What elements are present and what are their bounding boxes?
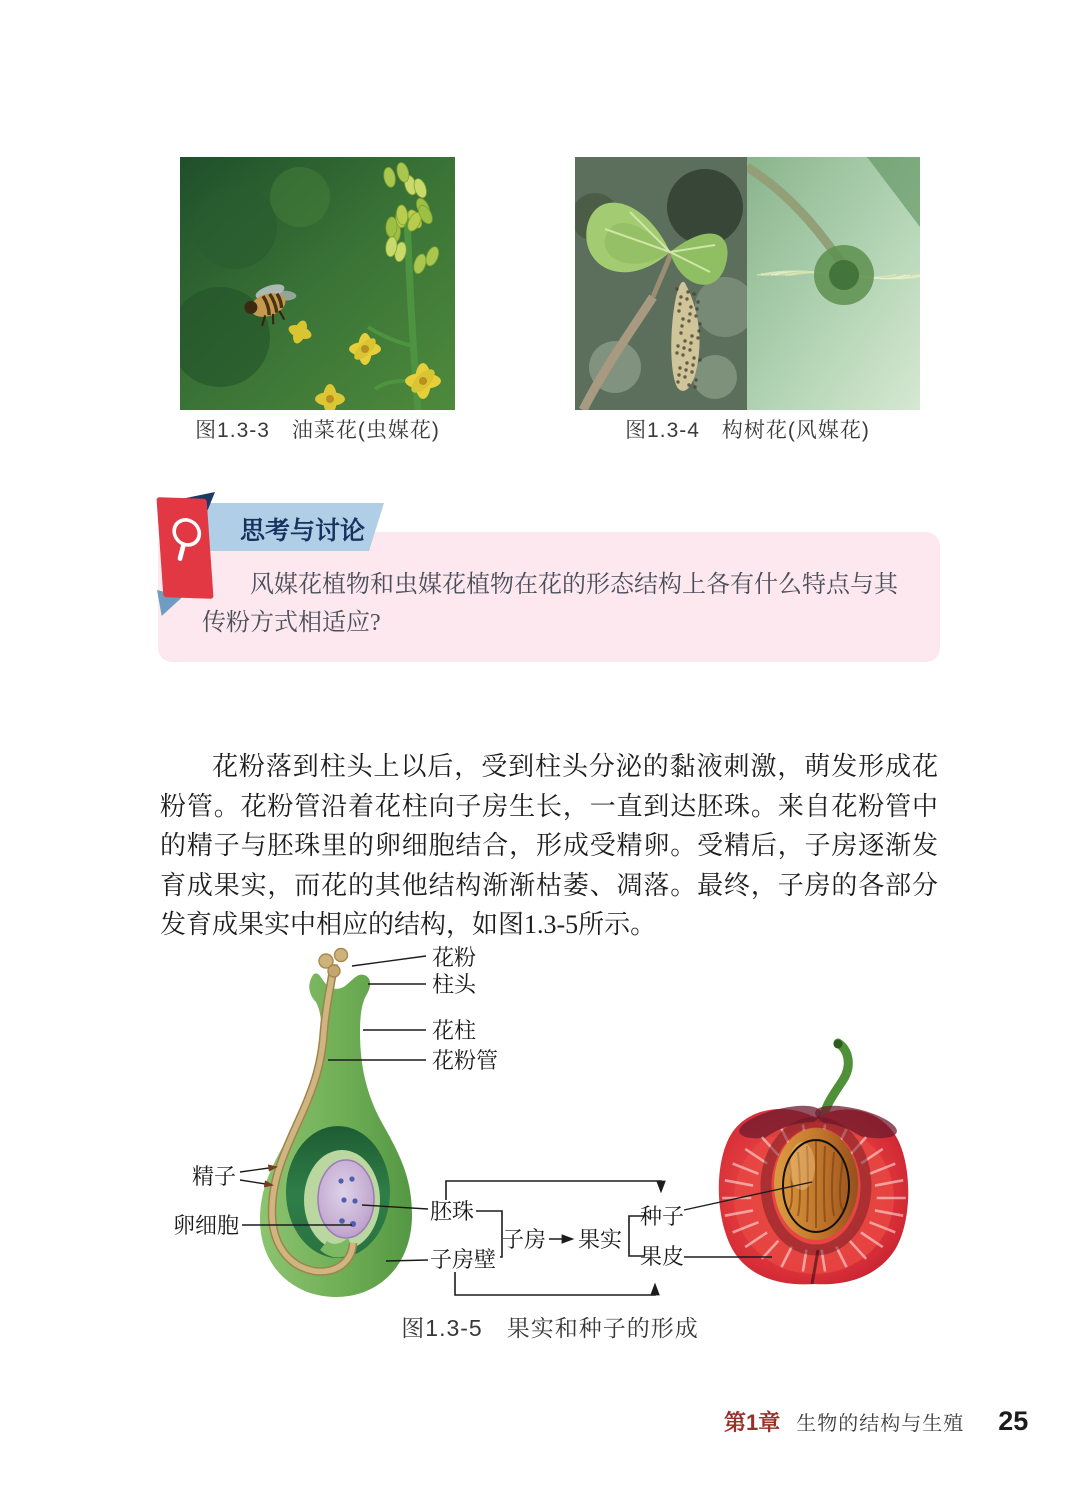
figure-caption-134: 图1.3-4 构树花(风媒花) <box>625 419 870 442</box>
fruit-illustration <box>719 1040 908 1285</box>
think-discuss-question: 风媒花植物和虫媒花植物在花的形态结构上各有什么特点与其传粉方式相适应? <box>202 572 898 636</box>
rapeseed-illustration <box>180 157 455 410</box>
mulberry-photo-pair <box>575 157 920 410</box>
label-pollen-tube: 花粉管 <box>432 1048 499 1073</box>
label-stigma: 柱头 <box>432 972 477 997</box>
fruit-seed-formation-diagram <box>140 930 960 1330</box>
label-pericarp: 果皮 <box>639 1244 685 1269</box>
label-style: 花柱 <box>432 1018 477 1043</box>
label-sperm: 精子 <box>192 1164 237 1189</box>
label-ovary-wall: 子房壁 <box>430 1247 497 1272</box>
think-discuss-title: 思考与讨论 <box>240 517 366 545</box>
label-ovule: 胚珠 <box>430 1199 475 1224</box>
figure-caption-135: 图1.3-5 果实和种子的形成 <box>401 1315 699 1341</box>
label-fruit: 果实 <box>577 1227 623 1252</box>
label-egg-cell: 卵细胞 <box>173 1213 240 1238</box>
body-paragraph: 花粉落到柱头上以后，受到柱头分泌的黏液刺激，萌发形成花粉管。花粉管沿着花柱向子房生长，一直到达胚珠。来自花粉管中的精子与胚珠里的卵细胞结合，形成受精卵。受精后，子房逐渐发育成果实，而花的其他结构渐渐枯萎、凋落。最终，子房的各部分发育成果实中相应的结构，如图1.3-5所示。 <box>160 752 938 939</box>
formation-flowchart <box>446 1181 661 1295</box>
rapeseed-photo <box>180 157 455 410</box>
label-seed: 种子 <box>639 1204 685 1229</box>
label-pollen: 花粉 <box>432 945 477 970</box>
footer-section-title: 生物的结构与生殖 <box>796 1413 965 1435</box>
figure-caption-133: 图1.3-3 油菜花(虫媒花) <box>195 419 440 442</box>
pistil-illustration <box>260 949 412 1298</box>
pollen-grains <box>319 949 348 978</box>
label-ovary: 子房 <box>501 1227 547 1252</box>
footer-chapter: 第1章 <box>724 1410 781 1435</box>
footer-page-number: 25 <box>998 1406 1029 1436</box>
page-footer <box>724 1406 1028 1437</box>
mulberry-catkin-illustration <box>575 157 747 410</box>
mulberry-fuzzy-flower-illustration <box>747 157 920 410</box>
